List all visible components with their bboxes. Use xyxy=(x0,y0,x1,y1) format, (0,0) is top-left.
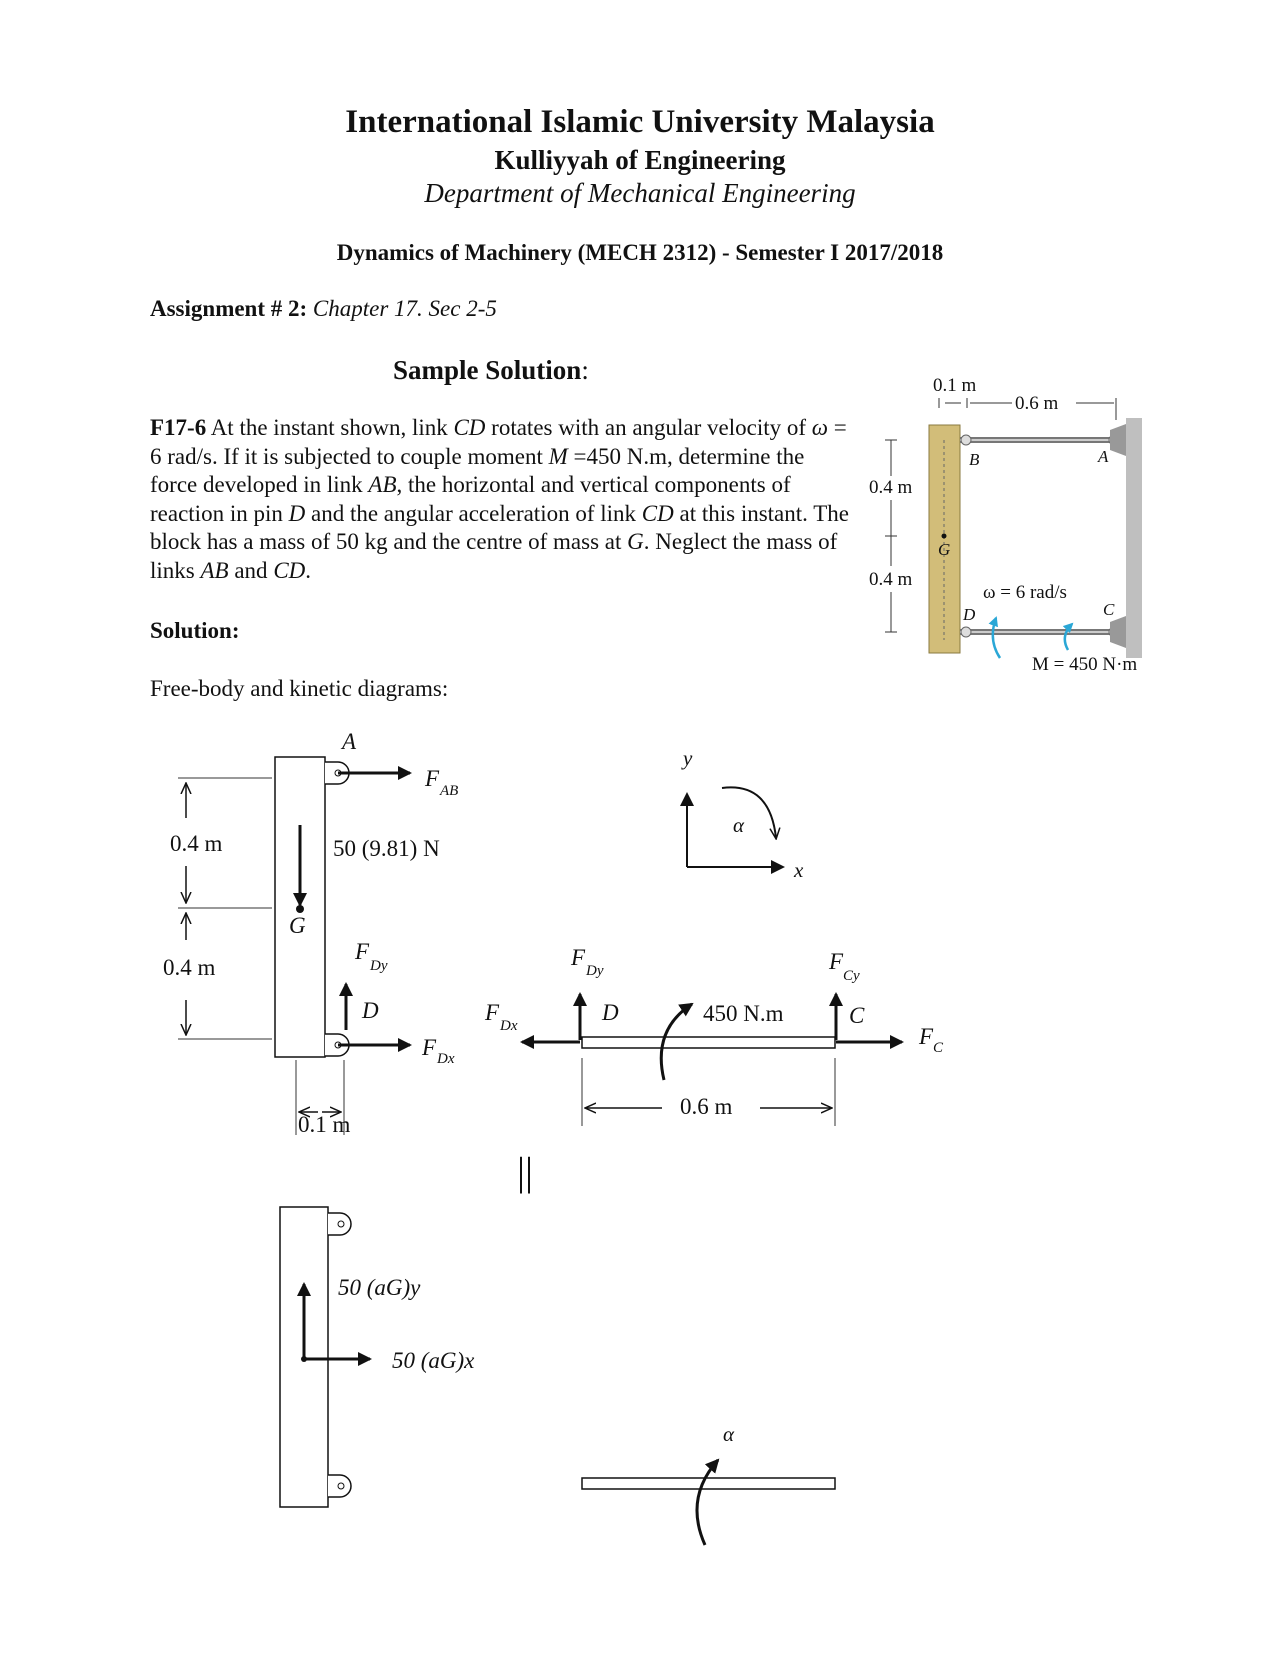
university-title: International Islamic University Malaysia xyxy=(345,104,935,140)
fig-label-g: G xyxy=(938,540,951,559)
problem-text: = 6 rad/s. If it is subjected to couple moment xyxy=(150,415,847,469)
point-g xyxy=(296,905,304,913)
problem-text: and the angular acceleration of link xyxy=(305,500,642,526)
problem-figure xyxy=(869,375,1142,675)
link-fc-label: F xyxy=(919,1024,934,1049)
kinetic-clevis-bottom-pin xyxy=(338,1483,344,1489)
problem-symbol: ω xyxy=(811,415,829,440)
kinetic-point-g xyxy=(301,1356,307,1362)
problem-text: at this instant. The block has a mass of 50 kg and the centre of mass at xyxy=(150,500,849,554)
kulliyyah-title: Kulliyyah of Engineering xyxy=(494,145,786,175)
fbd-fdx-sub: Dx xyxy=(437,1051,455,1067)
alpha-label: α xyxy=(733,813,745,837)
kinetic-ax-label: 50 (aG)x xyxy=(392,1348,475,1373)
fig-dim-01: 0.1 m xyxy=(933,375,977,396)
link-label-d: D xyxy=(602,1000,619,1025)
link-fc-sub: C xyxy=(933,1040,944,1056)
moment-arrow xyxy=(993,618,1000,658)
problem-symbol: M xyxy=(548,443,568,469)
fbd-fab-label: F xyxy=(425,766,440,791)
support-c xyxy=(1110,616,1126,648)
point-g xyxy=(942,534,947,539)
kinetic-alpha-label: α xyxy=(723,1422,735,1446)
support-a xyxy=(1110,424,1126,456)
link-fcy-sub: Cy xyxy=(843,968,860,984)
link-fcy-label: F xyxy=(829,949,844,974)
kinetic-link xyxy=(582,1422,835,1545)
coordinate-axes xyxy=(681,746,804,882)
department-title: Department of Mechanical Engineering xyxy=(424,178,856,208)
fbd-dim-04b: 0.4 m xyxy=(163,955,216,980)
kinetic-block xyxy=(280,1207,475,1507)
link-cd-bar xyxy=(582,1037,835,1048)
sample-solution-colon: : xyxy=(581,355,589,385)
fig-label-b: B xyxy=(969,450,980,469)
fbd-label-a: A xyxy=(342,729,357,754)
problem-symbol: AB xyxy=(368,472,397,497)
equals-sign: || xyxy=(517,1149,534,1194)
assignment-label: Assignment # 2: xyxy=(150,296,308,321)
problem-symbol: CD xyxy=(641,500,674,526)
fig-label-d: D xyxy=(963,605,976,624)
problem-id: F17-6 xyxy=(150,415,207,440)
fig-dim-04b: 0.4 m xyxy=(869,569,913,590)
pin-b xyxy=(961,435,971,445)
link-moment-label: 450 N.m xyxy=(703,1001,784,1026)
link-fdy-sub: Dy xyxy=(586,963,604,979)
fbd-link-cd xyxy=(484,945,944,1126)
sample-solution-title: Sample Solution xyxy=(393,355,582,385)
kinetic-ay-label: 50 (aG)y xyxy=(338,1275,421,1300)
fig-omega: ω = 6 rad/s xyxy=(983,582,1067,603)
fbd-dim-04a: 0.4 m xyxy=(170,831,223,856)
axis-y-label: y xyxy=(683,746,693,770)
alpha-arc xyxy=(722,787,776,838)
fbd-fdy-label: F xyxy=(355,939,370,964)
fig-label-a: A xyxy=(1098,447,1109,466)
axis-x-label: x xyxy=(794,858,804,882)
problem-symbol: CD xyxy=(273,557,306,583)
solution-heading: Solution: xyxy=(150,618,240,643)
problem-symbol: AB xyxy=(200,557,229,583)
assignment-topic: Chapter 17. Sec 2-5 xyxy=(312,296,497,321)
fbd-weight-label: 50 (9.81) N xyxy=(333,836,440,861)
problem-text: . xyxy=(305,557,312,583)
problem-symbol: CD xyxy=(453,415,486,440)
fbd-block xyxy=(163,729,458,1137)
problem-text: and xyxy=(228,557,274,583)
course-title: Dynamics of Machinery (MECH 2312) - Semester I 2017/2018 xyxy=(336,240,944,265)
problem-text: At the instant shown, link xyxy=(206,415,454,440)
problem-text: =450 N.m, determine the force developed in link xyxy=(150,443,805,497)
link-dim-06: 0.6 m xyxy=(680,1094,733,1119)
problem-text: , the horizontal and vertical components of reaction in pin xyxy=(150,472,791,526)
fbd-fdx-label: F xyxy=(422,1035,437,1060)
kinetic-alpha-arrow xyxy=(697,1460,718,1545)
problem-symbol: D xyxy=(288,500,306,526)
link-fdx-label: F xyxy=(485,1000,500,1025)
fig-moment: M = 450 N·m xyxy=(1032,654,1138,675)
fbd-caption: Free-body and kinetic diagrams: xyxy=(150,676,449,701)
kinetic-link-bar xyxy=(582,1478,835,1489)
fbd-label-d: D xyxy=(362,998,379,1023)
problem-text: . Neglect the mass of links xyxy=(150,529,838,583)
fbd-fab-sub: AB xyxy=(440,783,459,799)
problem-text: rotates with an angular velocity of xyxy=(485,415,812,440)
fig-label-c: C xyxy=(1103,600,1115,619)
link-label-c: C xyxy=(849,1003,865,1028)
fig-dim-06: 0.6 m xyxy=(1015,393,1059,414)
fbd-dim-01: 0.1 m xyxy=(298,1112,351,1137)
pin-d xyxy=(961,627,971,637)
kinetic-clevis-top-pin xyxy=(338,1221,344,1227)
omega-arrow xyxy=(1065,624,1072,650)
link-fdx-sub: Dx xyxy=(500,1018,518,1034)
fbd-fdy-sub: Dy xyxy=(370,958,388,974)
problem-symbol: G xyxy=(627,529,644,554)
fixed-wall xyxy=(1126,418,1142,658)
fig-dim-04a: 0.4 m xyxy=(869,477,913,498)
fbd-label-g: G xyxy=(289,913,306,938)
link-fdy-label: F xyxy=(571,945,586,970)
